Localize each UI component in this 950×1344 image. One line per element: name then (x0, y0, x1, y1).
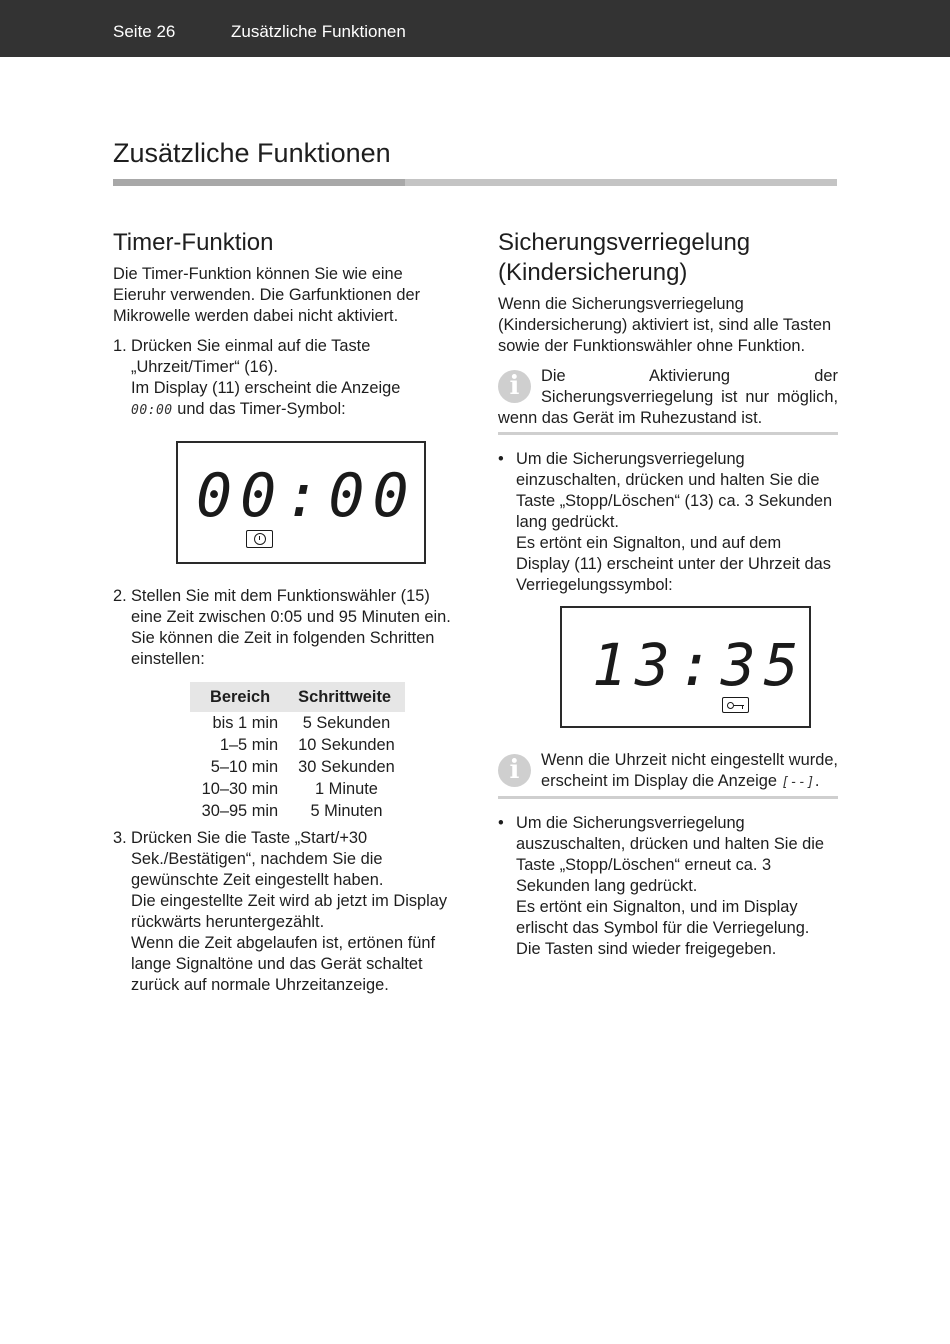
bullet-text: Um die Sicherungsverriegelung einzuschalten, drücken und halten Sie die Taste „Stopp/Löschen“ (13) ca. 3 Sekunden lang gedrückt. (516, 450, 833, 531)
info-note-text: Wenn die Uhrzeit nicht eingestellt wurde, erscheint im Display die Anzeige (541, 751, 838, 790)
table-row (190, 800, 405, 822)
step-text: Drücken Sie einmal auf die Taste „Uhrzeit/Timer“ (16). (131, 337, 371, 376)
table-cell-step: 5 Sekunden (302, 714, 391, 732)
title-underline-accent (113, 179, 405, 186)
table-cell-step: 5 Minuten (310, 802, 383, 820)
lock-heading: Sicherungsverriegelung (Kindersicherung) (498, 229, 751, 286)
step-sub-after: und das Timer-Symbol: (177, 400, 346, 418)
step-sub-before: Im Display (11) erscheint die Anzeige (131, 379, 401, 397)
timer-heading: Timer-Funktion (113, 229, 274, 256)
table-row (190, 734, 405, 756)
table-cell-range: 1–5 min (219, 736, 279, 754)
bullet-sub: Es ertönt ein Signalton, und im Display erlischt das Symbol für die Verriegelung. Die Tasten sind wieder freigegeben. (516, 898, 810, 958)
table-header-row (190, 682, 405, 712)
inline-display-value: [--] (781, 775, 815, 790)
bullet-text: Um die Sicherungsverriegelung auszuschalten, drücken und halten Sie die Taste „Stopp/Löschen“ erneut ca. 3 Sekunden lang gedrückt. (516, 814, 824, 895)
lock-column (498, 228, 838, 960)
timer-steps (113, 336, 453, 996)
table-cell-step: 30 Sekunden (298, 758, 395, 776)
info-icon: i (498, 370, 531, 403)
timer-intro: Die Timer-Funktion können Sie wie eine Eieruhr verwenden. Die Garfunktionen der Mikrowelle werden dabei nicht aktiviert. (113, 265, 421, 325)
header-section: Zusätzliche Funktionen (231, 22, 406, 41)
alarm-clock-icon (246, 530, 273, 548)
step-number: 3. (113, 829, 127, 847)
info-icon: i (498, 754, 531, 787)
bullet-sub: Es ertönt ein Signalton, und auf dem Display (11) erscheint unter der Uhrzeit das Verriegelungssymbol: (516, 534, 831, 594)
info-note-2 (498, 750, 838, 799)
timer-step-1 (113, 336, 453, 564)
table-cell-step: 10 Sekunden (298, 736, 395, 754)
table-cell-range: bis 1 min (212, 714, 279, 732)
table-row (190, 712, 405, 734)
lock-display (560, 606, 811, 728)
info-note-end: . (814, 772, 820, 790)
timer-display-value: 00:00 (196, 461, 417, 531)
step-size-table (190, 682, 405, 822)
lock-display-value: 13:35 (592, 631, 807, 699)
title-underline (113, 179, 837, 186)
table-cell-range: 30–95 min (201, 802, 279, 820)
page-header (0, 0, 950, 57)
inline-display-value: 00:00 (131, 403, 173, 418)
key-icon (722, 697, 749, 713)
step-text: Drücken Sie die Taste „Start/+30 Sek./Bestätigen“, nachdem Sie die gewünschte Zeit eingestellt haben. (131, 829, 384, 889)
lock-intro: Wenn die Sicherungsverriegelung (Kindersicherung) aktiviert ist, sind alle Tasten sowie der Funktionswähler ohne Funktion. (498, 295, 832, 355)
table-header-range: Bereich (190, 682, 288, 712)
info-note-1 (498, 366, 838, 435)
list-item (498, 813, 838, 960)
table-row (190, 778, 405, 800)
step-number: 1. (113, 337, 127, 355)
step-text: Stellen Sie mit dem Funktionswähler (15) eine Zeit zwischen 0:05 und 95 Minuten ein. (131, 587, 451, 626)
info-note-text: Die Aktivierung der Sicherungsverriegelung ist nur möglich, wenn das Gerät im Ruhezustand ist. (498, 367, 838, 427)
table-header-step: Schrittweite (288, 682, 405, 712)
page-number: Seite 26 (113, 22, 176, 41)
page-title: Zusätzliche Funktionen (113, 138, 391, 168)
table-cell-range: 5–10 min (210, 758, 279, 776)
timer-step-2 (113, 586, 453, 822)
timer-column (113, 228, 453, 996)
table-cell-range: 10–30 min (201, 780, 279, 798)
list-item (498, 449, 838, 728)
step-sub: Wenn die Zeit abgelaufen ist, ertönen fünf lange Signaltöne und das Gerät schaltet zurück auf normale Uhrzeitanzeige. (131, 934, 436, 994)
step-sub: Sie können die Zeit in folgenden Schritten einstellen: (131, 629, 435, 668)
step-sub: Die eingestellte Zeit wird ab jetzt im Display rückwärts heruntergezählt. (131, 892, 448, 931)
lock-bullets-1 (498, 449, 838, 728)
timer-step-3 (113, 828, 453, 996)
table-row (190, 756, 405, 778)
table-cell-step: 1 Minute (315, 780, 378, 798)
timer-display (176, 441, 426, 564)
step-number: 2. (113, 587, 127, 605)
lock-bullets-2 (498, 813, 838, 960)
